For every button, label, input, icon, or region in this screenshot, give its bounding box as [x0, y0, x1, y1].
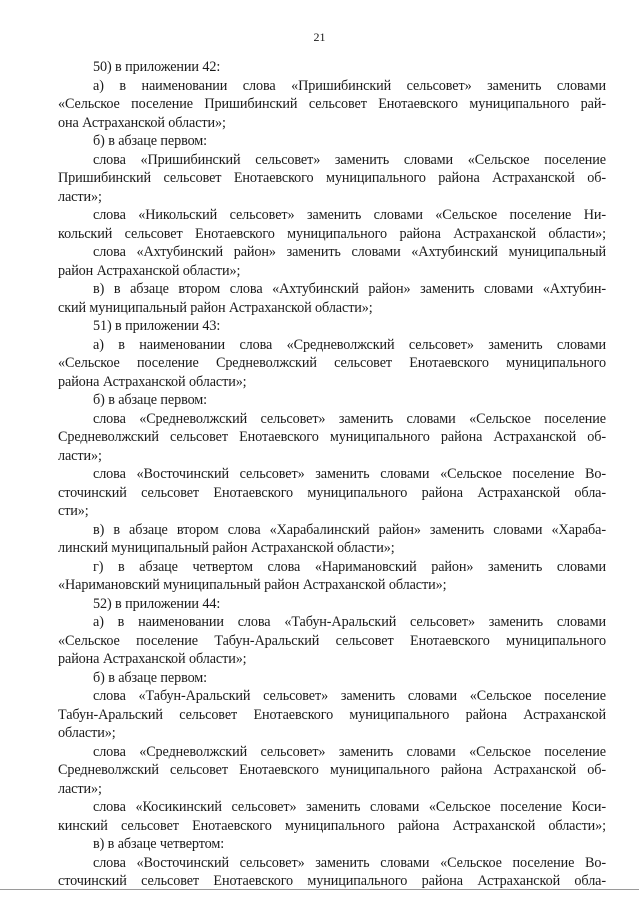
- text-line: «Наримановский муниципальный район Астраханской области»;: [58, 577, 447, 593]
- text-line: слова «Никольский сельсовет» заменить словами «Сельское поселение Ни-: [93, 207, 606, 223]
- text-line: слова «Ахтубинский район» заменить словами «Ахтубинский муниципальный: [93, 244, 606, 260]
- text-line: она Астраханской области»;: [58, 114, 226, 131]
- text-line: в) в абзаце четвертом:: [93, 836, 225, 852]
- text-line: линский муниципальный район Астраханской области»;: [58, 540, 395, 556]
- text-line: «Сельское поселение Пришибинский сельсовет Енотаевского муниципального рай-: [58, 96, 606, 112]
- document-body: [58, 58, 606, 891]
- text-line: сточинский сельсовет Енотаевского муниципального района Астраханской обла-: [58, 484, 606, 501]
- text-line: слова «Пришибинский сельсовет» заменить словами «Сельское поселение: [93, 151, 606, 168]
- text-line: 51) в приложении 43:: [93, 318, 221, 334]
- text-line: слова «Косикинский сельсовет» заменить словами «Сельское поселение Коси-: [93, 799, 606, 815]
- text-line: а) в наименовании слова «Табун-Аральский сельсовет» заменить словами: [93, 614, 606, 630]
- text-line: района Астраханской области»;: [58, 373, 247, 390]
- bottom-rule: [0, 889, 639, 890]
- text-line: 52) в приложении 44:: [93, 595, 221, 612]
- text-line: ский муниципальный район Астраханской области»;: [58, 299, 373, 316]
- text-line: сточинский сельсовет Енотаевского муниципального района Астраханской обла-: [58, 873, 606, 889]
- text-line: района Астраханской области»;: [58, 651, 247, 667]
- text-line: а) в наименовании слова «Средневолжский сельсовет» заменить словами: [93, 336, 606, 353]
- text-line: Средневолжский сельсовет Енотаевского муниципального района Астраханской об-: [58, 762, 606, 778]
- text-line: ласти»;: [58, 447, 102, 464]
- text-line: район Астраханской области»;: [58, 262, 241, 279]
- text-line: области»;: [58, 725, 116, 741]
- text-line: ласти»;: [58, 188, 102, 205]
- text-line: кольский сельсовет Енотаевского муниципального района Астраханской области»;: [58, 225, 606, 242]
- text-line: а) в наименовании слова «Пришибинский сельсовет» заменить словами: [93, 77, 606, 94]
- text-line: б) в абзаце первом:: [93, 392, 208, 408]
- text-line: Пришибинский сельсовет Енотаевского муниципального района Астраханской об-: [58, 170, 606, 186]
- text-line: б) в абзаце первом:: [93, 133, 208, 149]
- text-line: «Сельское поселение Табун-Аральский сельсовет Енотаевского муниципального: [58, 632, 606, 649]
- text-line: сти»;: [58, 503, 89, 519]
- text-line: Табун-Аральский сельсовет Енотаевского муниципального района Астраханской: [58, 706, 606, 723]
- text-line: в) в абзаце втором слова «Харабалинский район» заменить словами «Хараба-: [93, 521, 606, 538]
- text-line: в) в абзаце втором слова «Ахтубинский район» заменить словами «Ахтубин-: [93, 281, 606, 297]
- text-line: ласти»;: [58, 780, 102, 797]
- text-line: «Сельское поселение Средневолжский сельсовет Енотаевского муниципального: [58, 355, 606, 371]
- text-line: слова «Табун-Аральский сельсовет» заменить словами «Сельское поселение: [93, 688, 606, 704]
- text-line: б) в абзаце первом:: [93, 669, 208, 686]
- text-line: Средневолжский сельсовет Енотаевского муниципального района Астраханской об-: [58, 429, 606, 445]
- page-number: 21: [313, 30, 326, 44]
- text-line: 50) в приложении 42:: [93, 59, 221, 75]
- text-line: слова «Средневолжский сельсовет» заменить словами «Сельское поселение: [93, 410, 606, 427]
- text-line: кинский сельсовет Енотаевского муниципального района Астраханской области»;: [58, 817, 606, 834]
- text-line: слова «Средневолжский сельсовет» заменить словами «Сельское поселение: [93, 743, 606, 760]
- text-line: г) в абзаце четвертом слова «Наримановский район» заменить словами: [93, 558, 606, 575]
- text-line: слова «Восточинский сельсовет» заменить словами «Сельское поселение Во-: [93, 466, 606, 482]
- text-line: слова «Восточинский сельсовет» заменить словами «Сельское поселение Во-: [93, 854, 606, 871]
